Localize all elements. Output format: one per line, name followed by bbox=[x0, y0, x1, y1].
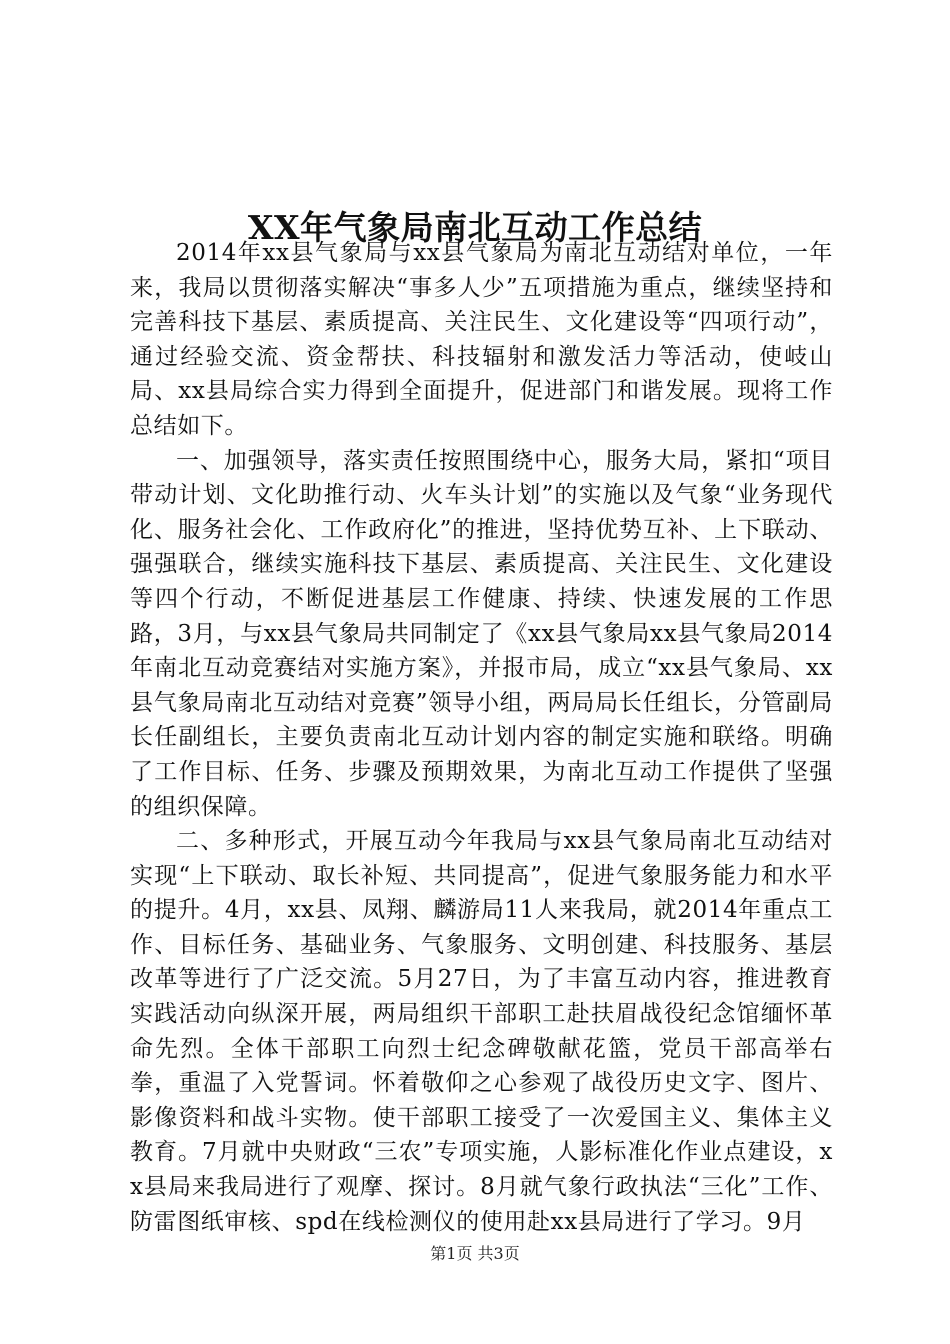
document-title: XX年气象局南北互动工作总结 bbox=[247, 208, 703, 248]
document-body bbox=[130, 236, 833, 1239]
paragraph-section-1: 一、加强领导，落实责任按照围绕中心，服务大局，紧扣“项目带动计划、文化助推行动、火车头计划”的实施以及气象“业务现代化、服务社会化、工作政府化”的推进，坚持优势互补、上下联动、强强联合，继续实施科技下基层、素质提高、关注民生、文化建设等四个行动，不断促进基层工作健康、持续、快速发展的工作思路，3月，与xx县气象局共同制定了《xx县气象局xx县气象局2014年南北互动竞赛结对实施方案》，并报市局，成立“xx县气象局、xx县气象局南北互动结对竞赛”领导小组，两局局长任组长，分管副局长任副组长，主要负责南北互动计划内容的制定实施和联络。明确了工作目标、任务、步骤及预期效果，为南北互动工作提供了坚强的组织保障。 bbox=[130, 447, 833, 820]
paragraph-intro: 2014年xx县气象局与xx县气象局为南北互动结对单位，一年来，我局以贯彻落实解决“事多人少”五项措施为重点，继续坚持和完善科技下基层、素质提高、关注民生、文化建设等“四项行动”，通过经验交流、资金帮扶、科技辐射和激发活力等活动，使岐山局、xx县局综合实力得到全面提升，促进部门和谐发展。现将工作总结如下。 bbox=[130, 240, 833, 439]
page-number-footer: 第1页 共3页 bbox=[430, 1244, 520, 1263]
paragraph-section-2: 二、多种形式，开展互动今年我局与xx县气象局南北互动结对实现“上下联动、取长补短、共同提高”，促进气象服务能力和水平的提升。4月，xx县、凤翔、麟游局11人来我局，就2014年重点工作、目标任务、基础业务、气象服务、文明创建、科技服务、基层改革等进行了广泛交流。5月27日，为了丰富互动内容，推进教育实践活动向纵深开展，两局组织干部职工赴扶眉战役纪念馆缅怀革命先烈。全体干部职工向烈士纪念碑敬献花篮，党员干部高举右拳，重温了入党誓词。怀着敬仰之心参观了战役历史文字、图片、影像资料和战斗实物。使干部职工接受了一次爱国主义、集体主义教育。7月就中央财政“三农”专项实施，人影标准化作业点建设，xx县局来我局进行了观摩、探讨。8月就气象行政执法“三化”工作、防雷图纸审核、spd在线检测仪的使用赴xx县局进行了学习。9月 bbox=[130, 828, 833, 1235]
